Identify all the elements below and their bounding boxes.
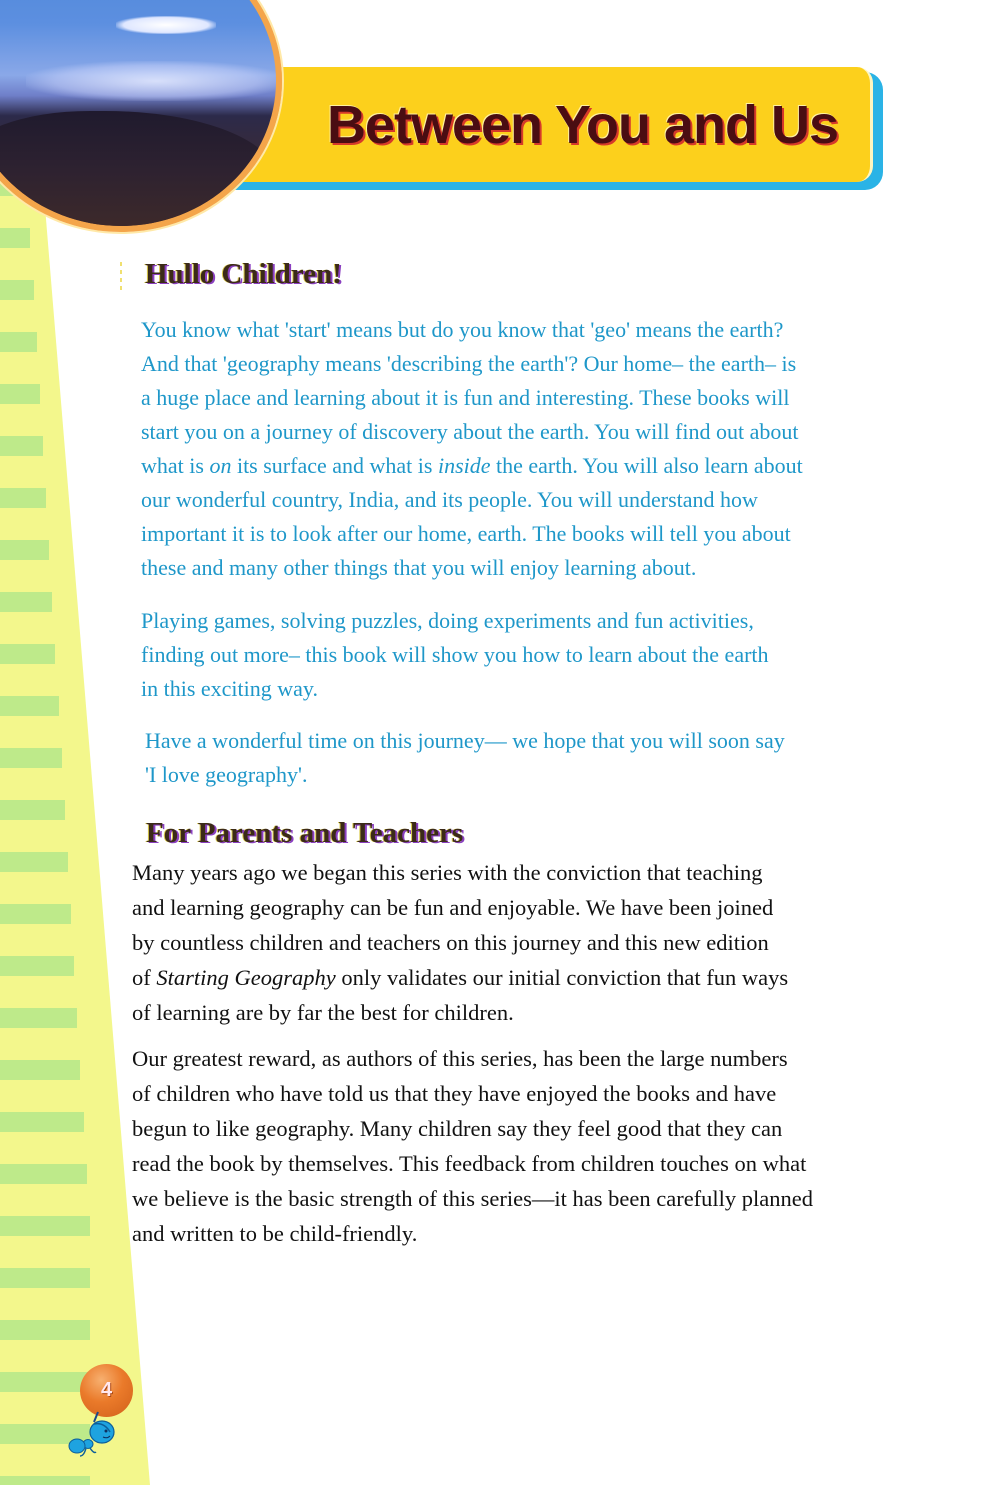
text-line: in this exciting way.: [141, 676, 318, 701]
text-line: 'I love geography'.: [145, 762, 308, 787]
book-title-emphasis: Starting Geography: [156, 965, 336, 990]
band-stripe: [0, 1372, 90, 1392]
band-stripe: [0, 280, 34, 300]
text-line: Playing games, solving puzzles, doing experiments and fun activities,: [141, 608, 754, 633]
children-paragraph-3: [145, 724, 935, 792]
text-line: our wonderful country, India, and its people. You will understand how: [141, 487, 758, 512]
parents-paragraph-1: [132, 855, 932, 1030]
band-stripe: [0, 852, 68, 872]
band-stripe: [0, 1008, 77, 1028]
text-fragment: only validates our initial conviction that fun ways: [335, 965, 789, 990]
ant-icon: [68, 1410, 118, 1460]
band-stripe: [0, 748, 62, 768]
band-stripe: [0, 800, 65, 820]
margin-mark: [120, 262, 122, 292]
text-line: [141, 453, 803, 478]
text-line: these and many other things that you will enjoy learning about.: [141, 555, 697, 580]
band-stripe: [0, 436, 43, 456]
title-banner: [215, 67, 873, 182]
text-line: and learning geography can be fun and enjoyable. We have been joined: [132, 895, 774, 920]
band-stripe: [0, 644, 55, 664]
band-stripe: [0, 332, 37, 352]
band-stripe: [0, 1216, 90, 1236]
text-fragment: of: [132, 965, 157, 990]
children-paragraph-1: [141, 313, 931, 585]
band-stripe: [0, 488, 46, 508]
parents-paragraph-2: [132, 1041, 932, 1251]
text-line: Have a wonderful time on this journey— we hope that you will soon say: [145, 728, 785, 753]
text-line: And that 'geography means 'describing the earth'? Our home– the earth– is: [141, 351, 797, 376]
snow-cap: [116, 16, 216, 34]
text-line: [132, 965, 788, 990]
text-line: of children who have told us that they have enjoyed the books and have: [132, 1081, 777, 1106]
text-fragment: what is: [141, 453, 210, 478]
band-stripe: [0, 384, 40, 404]
band-stripe: [0, 1112, 84, 1132]
cloud-band: [26, 61, 282, 101]
text-fragment: the earth. You will also learn about: [490, 453, 803, 478]
band-stripe: [0, 904, 71, 924]
text-line: a huge place and learning about it is fun and interesting. These books will: [141, 385, 790, 410]
text-line: and written to be child-friendly.: [132, 1221, 418, 1246]
text-fragment: its surface and what is: [231, 453, 438, 478]
text-line: start you on a journey of discovery about the earth. You will find out about: [141, 419, 799, 444]
text-line: of learning are by far the best for children.: [132, 1000, 514, 1025]
text-line: Many years ago we began this series with the conviction that teaching: [132, 860, 763, 885]
text-line: begun to like geography. Many children say they feel good that they can: [132, 1116, 783, 1141]
page-number: 4: [100, 1379, 113, 1401]
text-line: read the book by themselves. This feedback from children touches on what: [132, 1151, 807, 1176]
band-stripe: [0, 1060, 80, 1080]
text-line: we believe is the basic strength of this series—it has been carefully planned: [132, 1186, 814, 1211]
band-stripe: [0, 696, 59, 716]
band-stripe: [0, 592, 52, 612]
band-stripe: [0, 1164, 87, 1184]
mountain-landscape-photo: [0, 0, 282, 232]
band-stripe: [0, 228, 30, 248]
emphasis-inside: inside: [437, 453, 491, 478]
tree-silhouette: [0, 111, 276, 231]
band-stripe: [0, 1268, 90, 1288]
text-line: finding out more– this book will show you how to learn about the earth: [141, 642, 769, 667]
text-line: by countless children and teachers on this journey and this new edition: [132, 930, 769, 955]
band-stripe: [0, 956, 74, 976]
children-heading: Hullo Children!: [145, 258, 342, 290]
emphasis-on: on: [209, 453, 232, 478]
band-stripe: [0, 1476, 90, 1485]
parents-heading: For Parents and Teachers: [146, 817, 464, 849]
text-line: You know what 'start' means but do you know that 'geo' means the earth?: [141, 317, 784, 342]
children-paragraph-2: [141, 604, 931, 706]
page-title: Between You and Us: [326, 94, 839, 155]
text-line: Our greatest reward, as authors of this series, has been the large numbers: [132, 1046, 788, 1071]
band-stripe: [0, 540, 49, 560]
band-stripe: [0, 1320, 90, 1340]
text-line: important it is to look after our home, earth. The books will tell you about: [141, 521, 791, 546]
